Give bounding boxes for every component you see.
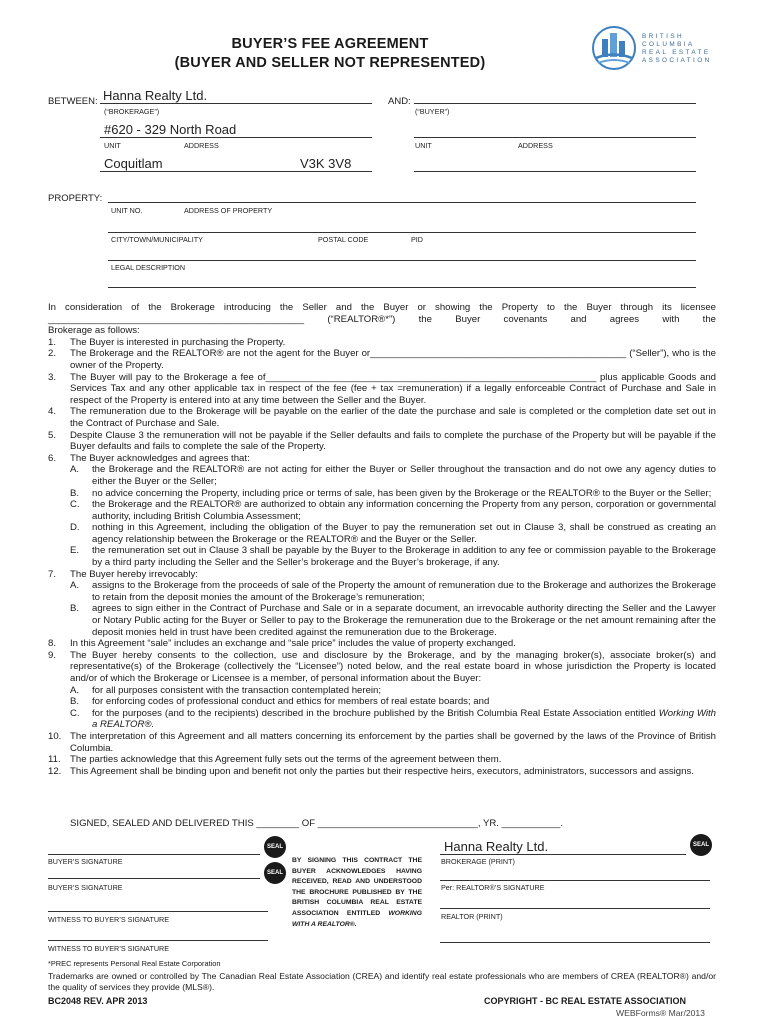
clause-6e-text: the remuneration set out in Clause 3 shall be payable by the Buyer to the Brokerage in addition to any fee or commission payable to the Brokerage by a third party including the Seller and the Seller’s brokerage and the Buyer’s brokerage, if any.	[92, 545, 716, 569]
bcrea-logo-icon	[590, 25, 638, 71]
clause-6c: C. the Brokerage and the REALTOR® are authorized to obtain any information concerning the Property from any person, corporation or governmental authority, including British Columbia Assessment;	[70, 499, 716, 522]
clause-11-text: The parties acknowledge that this Agreement fully sets out the terms of the agreement between them.	[70, 754, 502, 766]
clause-3: 3. The Buyer will pay to the Brokerage a fee of______________________________________________________________ plus applicable Goods and Services Tax and any other applicable tax in respect of the fee (fee + tax =remuneration) if a legally enforceable Contract of Purchase and Sale in respect of the Property is entered into at any time between the Seller and the Buyer.	[48, 371, 716, 406]
acknowledgement-notice	[292, 856, 422, 930]
brokerage-postal-value: V3K 3V8	[300, 156, 352, 171]
webforms-mark: WEBForms® Mar/2013	[616, 1008, 705, 1018]
clause-9b-text: for enforcing codes of professional conduct and ethics for members of real estate boards; and	[92, 696, 490, 708]
trademark-note: Trademarks are owned or controlled by The Canadian Real Estate Association (CREA) and identify real estate professionals who are members of CREA (REALTOR®) and/or the quality of services they provide (MLS®).	[48, 971, 716, 992]
clause-5: 5. Despite Clause 3 the remuneration will not be payable if the Seller defaults and fails to complete the purchase of the Property but will be payable if the Buyer defaults and fails to complete the sale of the Property.	[48, 429, 716, 453]
clause-10: 10. The interpretation of this Agreement and all matters concerning its enforcement by the parties shall be governed by the laws of the Province of British Columbia.	[48, 730, 716, 754]
brokerage-address-field[interactable]	[100, 122, 372, 138]
clause-1: 1. The Buyer is interested in purchasing the Property.	[48, 336, 286, 348]
clause-12-text: This Agreement shall be binding upon and benefit not only the parties but their respective heirs, executors, administrators, successors and assigns.	[70, 765, 694, 777]
document-title-line1: BUYER’S FEE AGREEMENT	[231, 36, 429, 52]
clause-2: 2. The Brokerage and the REALTOR® are not the agent for the Buyer or________________________________________________ (“Seller”), who is the owner of the Property.	[48, 348, 716, 371]
clause-3-text: The Buyer will pay to the Brokerage a fee of______________________________________________________________ plus applicable Goods and Services Tax and any other applicable tax in respect of the fee (fee + tax =remuneration) if a legally enforceable Contract of Purchase and Sale in respect of the Property is entered into at any time between the Seller and the Buyer.	[70, 371, 716, 406]
realtor-print-field-2[interactable]	[440, 932, 710, 943]
legal-description-caption: LEGAL DESCRIPTION	[111, 263, 186, 272]
witness-signature-caption-2: WITNESS TO BUYER’S SIGNATURE	[48, 944, 170, 953]
clause-6-text: The Buyer acknowledges and agrees that:	[70, 452, 250, 464]
clause-9b: B. for enforcing codes of professional conduct and ethics for members of real estate boards; and	[70, 696, 490, 708]
form-id: BC2048 REV. APR 2013	[48, 996, 148, 1006]
clause-7: 7. The Buyer hereby irrevocably:	[48, 568, 198, 580]
buyer-signature-field-1[interactable]	[48, 842, 260, 855]
clause-8: 8. In this Agreement “sale” includes an exchange and “sale price” includes the value of property exchanged.	[48, 638, 516, 650]
prec-note: *PREC represents Personal Real Estate Corporation	[48, 959, 221, 968]
brokerage-print-value: Hanna Realty Ltd.	[444, 839, 549, 854]
realtor-signature-field[interactable]	[440, 870, 710, 881]
clause-7-text: The Buyer hereby irrevocably:	[70, 568, 198, 580]
legal-description-field[interactable]	[108, 248, 696, 261]
brokerage-address-value: #620 - 329 North Road	[104, 122, 237, 137]
clause-8-text: In this Agreement “sale” includes an exchange and “sale price” includes the value of property exchanged.	[70, 638, 516, 650]
city-caption: CITY/TOWN/MUNICIPALITY	[111, 235, 203, 244]
clause-7b-text: agrees to sign either in the Contract of Purchase and Sale or in a separate document, an irrevocable authority directing the Seller and the Lawyer or Notary Public acting for the Buyer or Seller to pay to the Brokerage the remuneration due to the Brokerage or the net amount remaining after the deposit monies held in trust have been credited against the remuneration due to the Brokerage.	[92, 603, 716, 638]
brokerage-city-field[interactable]	[100, 156, 372, 172]
realtor-print-caption: REALTOR (PRINT)	[441, 912, 503, 921]
acknowledgement-text: BY SIGNING THIS CONTRACT THE BUYER ACKNOWLEDGES HAVING RECEIVED, READ AND UNDERSTOOD THE BROCHURE PUBLISHED BY THE BRITISH COLUMBIA REAL ESTATE ASSOCIATION ENTITLED	[292, 857, 422, 917]
buyer-signature-caption-2: BUYER’S SIGNATURE	[48, 883, 123, 892]
clause-7b: B. agrees to sign either in the Contract of Purchase and Sale or in a separate document, an irrevocable authority directing the Seller and the Lawyer or Notary Public acting for the Buyer or Seller to pay to the Brokerage the remuneration due to the Brokerage or the net amount remaining after the deposit monies held in trust have been credited against the remuneration due to the Brokerage.	[70, 603, 716, 638]
buyer-city-field[interactable]	[414, 156, 696, 172]
clause-9c: C. for the purposes (and to the recipients) described in the brochure published by the British Columbia Real Estate Association entitled Working With a REALTOR®.	[70, 707, 716, 731]
clause-9c-text: for the purposes (and to the recipients) described in the brochure published by the British Columbia Real Estate Association entitled	[92, 707, 656, 719]
brokerage-name-field[interactable]	[100, 88, 372, 104]
realtor-signature-caption: Per: REALTOR®’S SIGNATURE	[441, 883, 545, 892]
brokerage-caption: (“BROKERAGE”)	[104, 107, 160, 116]
witness-signature-field-1[interactable]	[48, 901, 268, 912]
bcrea-logo	[590, 25, 720, 77]
clause-6e: E. the remuneration set out in Clause 3 shall be payable by the Buyer to the Brokerage in addition to any fee or commission payable to the Brokerage by a third party including the Seller and the Seller’s brokerage and the Buyer’s brokerage, if any.	[70, 545, 716, 569]
buyer-caption: (“BUYER”)	[415, 107, 450, 116]
postal-caption: POSTAL CODE	[318, 235, 369, 244]
signed-sealed-line: SIGNED, SEALED AND DELIVERED THIS ________ OF ______________________________, YR. ___________.	[70, 818, 564, 829]
witness-signature-caption-1: WITNESS TO BUYER’S SIGNATURE	[48, 915, 170, 924]
buyer-address-caption: ADDRESS	[518, 141, 553, 150]
clause-9c-italic: Working With a REALTOR®.	[92, 707, 716, 731]
acknowledgement-italic: WORKING WITH A REALTOR®.	[292, 909, 422, 928]
clause-7a-text: assigns to the Brokerage from the proceeds of sale of the Property the amount of remuneration due to the Brokerage and authorizes the Brokerage to retain from the deposit monies the amount of the Brokerage’s remuneration;	[92, 580, 716, 603]
logo-line2: REAL ESTATE	[642, 49, 711, 56]
document-title-line2: (BUYER AND SELLER NOT REPRESENTED)	[174, 55, 486, 71]
clause-6b-text: no advice concerning the Property, including price or terms of sale, has been given by the Brokerage or the REALTOR® to the Buyer or the Seller;	[92, 487, 712, 499]
between-label: BETWEEN:	[48, 96, 98, 107]
clause-6d: D. nothing in this Agreement, including the obligation of the Buyer to pay the remuneration set out in Clause 3, shall be construed as creating an agency relationship between the Brokerage or the REALTOR® and the Buyer or the Seller.	[70, 522, 716, 545]
brokerage-name-value: Hanna Realty Ltd.	[103, 88, 208, 103]
clause-6: 6. The Buyer acknowledges and agrees that:	[48, 452, 250, 464]
clause-9a-text: for all purposes consistent with the transaction contemplated herein;	[92, 684, 382, 696]
clause-7a: A. assigns to the Brokerage from the proceeds of sale of the Property the amount of remuneration due to the Brokerage and authorizes the Brokerage to retain from the deposit monies the amount of the Brokerage’s remuneration;	[70, 580, 716, 603]
clause-11: 11. The parties acknowledge that this Agreement fully sets out the terms of the agreement between them.	[48, 754, 502, 766]
property-address-field[interactable]	[108, 190, 696, 203]
brokerage-print-field[interactable]	[440, 840, 686, 855]
realtor-seal: SEAL	[690, 834, 712, 856]
property-label: PROPERTY:	[48, 193, 103, 204]
clause-9: 9. The Buyer hereby consents to the collection, use and disclosure by the Brokerage, and by the managing broker(s), associate broker(s) and representative(s) of the Brokerage (collectively the “Licensee”) noted below, and the real estate board in whose jurisdiction the Property is located and/or of which the Brokerage or Licensee is a member, of personal information about the Buyer:	[48, 649, 716, 684]
address-of-property-caption: ADDRESS OF PROPERTY	[184, 206, 273, 215]
logo-line3: ASSOCIATION	[642, 57, 712, 64]
buyer-signature-field-2[interactable]	[48, 868, 260, 879]
realtor-print-field[interactable]	[440, 898, 710, 909]
clause-6a: A. the Brokerage and the REALTOR® are not acting for either the Buyer or Seller throughout the transaction and do not owe any agency duties to either the Buyer or the Seller;	[70, 464, 716, 487]
copyright: COPYRIGHT - BC REAL ESTATE ASSOCIATION	[484, 996, 687, 1006]
intro-line1: In consideration of the Brokerage introducing the Seller and the Buyer or showing the Property to the Buyer through its licensee	[48, 302, 716, 313]
unit-no-caption: UNIT NO.	[111, 206, 143, 215]
clause-4: 4. The remuneration due to the Brokerage will be payable on the earlier of the date the purchase and sale is completed or the completion date set out in the Contract of Purchase and Sale.	[48, 406, 716, 429]
buyer-seal-2: SEAL	[264, 862, 286, 884]
witness-signature-field-2[interactable]	[48, 930, 268, 941]
brokerage-unit-caption: UNIT	[104, 141, 121, 150]
intro-line3: Brokerage as follows:	[48, 325, 140, 337]
brokerage-address-caption: ADDRESS	[184, 141, 219, 150]
buyer-unit-caption: UNIT	[415, 141, 432, 150]
logo-line1: BRITISH COLUMBIA	[642, 33, 695, 48]
clause-6d-text: nothing in this Agreement, including the obligation of the Buyer to pay the remuneration set out in Clause 3, shall be construed as creating an agency relationship between the Brokerage or the REALTOR® and the Buyer or the Seller.	[92, 522, 716, 545]
intro-line2: ________________________________________________ (“REALTOR®*”) the Buyer covenants and agrees with the	[48, 313, 716, 325]
legal-description-field-2[interactable]	[108, 277, 696, 288]
clause-6c-text: the Brokerage and the REALTOR® are authorized to obtain any information concerning the Property from any person, corporation or governmental authority, including British Columbia Assessment;	[92, 499, 716, 522]
clause-9-text: The Buyer hereby consents to the collection, use and disclosure by the Brokerage, and by the managing broker(s), associate broker(s) and representative(s) of the Brokerage (collectively the “Licensee”) noted below, and the real estate board in whose jurisdiction the Property is located and/or of which the Brokerage or Licensee is a member, of personal information about the Buyer:	[70, 649, 716, 684]
clause-4-text: The remuneration due to the Brokerage will be payable on the earlier of the date the purchase and sale is completed or the completion date set out in the Contract of Purchase and Sale.	[70, 406, 716, 429]
and-label: AND:	[388, 96, 411, 107]
agreement-body	[48, 302, 716, 777]
clause-2-text: The Brokerage and the REALTOR® are not the agent for the Buyer or________________________________________________ (“Seller”), who is the owner of the Property.	[70, 348, 716, 371]
clause-5-text: Despite Clause 3 the remuneration will not be payable if the Seller defaults and fails to complete the purchase of the Property but will be payable if the Buyer defaults and fails to complete the sale of the Property.	[70, 429, 716, 453]
brokerage-city-value: Coquitlam	[104, 156, 163, 171]
buyer-signature-caption-1: BUYER’S SIGNATURE	[48, 857, 123, 866]
clause-6a-text: the Brokerage and the REALTOR® are not acting for either the Buyer or Seller throughout the transaction and do not owe any agency duties to either the Buyer or the Seller;	[92, 464, 716, 487]
clause-9a: A. for all purposes consistent with the transaction contemplated herein;	[70, 684, 382, 696]
clause-1-text: The Buyer is interested in purchasing the Property.	[70, 336, 286, 348]
clause-10-text: The interpretation of this Agreement and all matters concerning its enforcement by the parties shall be governed by the laws of the Province of British Columbia.	[70, 730, 716, 754]
clause-12: 12. This Agreement shall be binding upon and benefit not only the parties but their respective heirs, executors, administrators, successors and assigns.	[48, 765, 694, 777]
brokerage-print-caption: BROKERAGE (PRINT)	[441, 857, 515, 866]
buyer-seal-1: SEAL	[264, 836, 286, 858]
clause-6b: B. no advice concerning the Property, including price or terms of sale, has been given by the Brokerage or the REALTOR® to the Buyer or the Seller;	[70, 487, 712, 499]
buyer-name-field[interactable]	[414, 88, 696, 104]
buyer-address-field[interactable]	[414, 122, 696, 138]
pid-caption: PID	[411, 235, 423, 244]
property-city-field[interactable]	[108, 220, 696, 233]
